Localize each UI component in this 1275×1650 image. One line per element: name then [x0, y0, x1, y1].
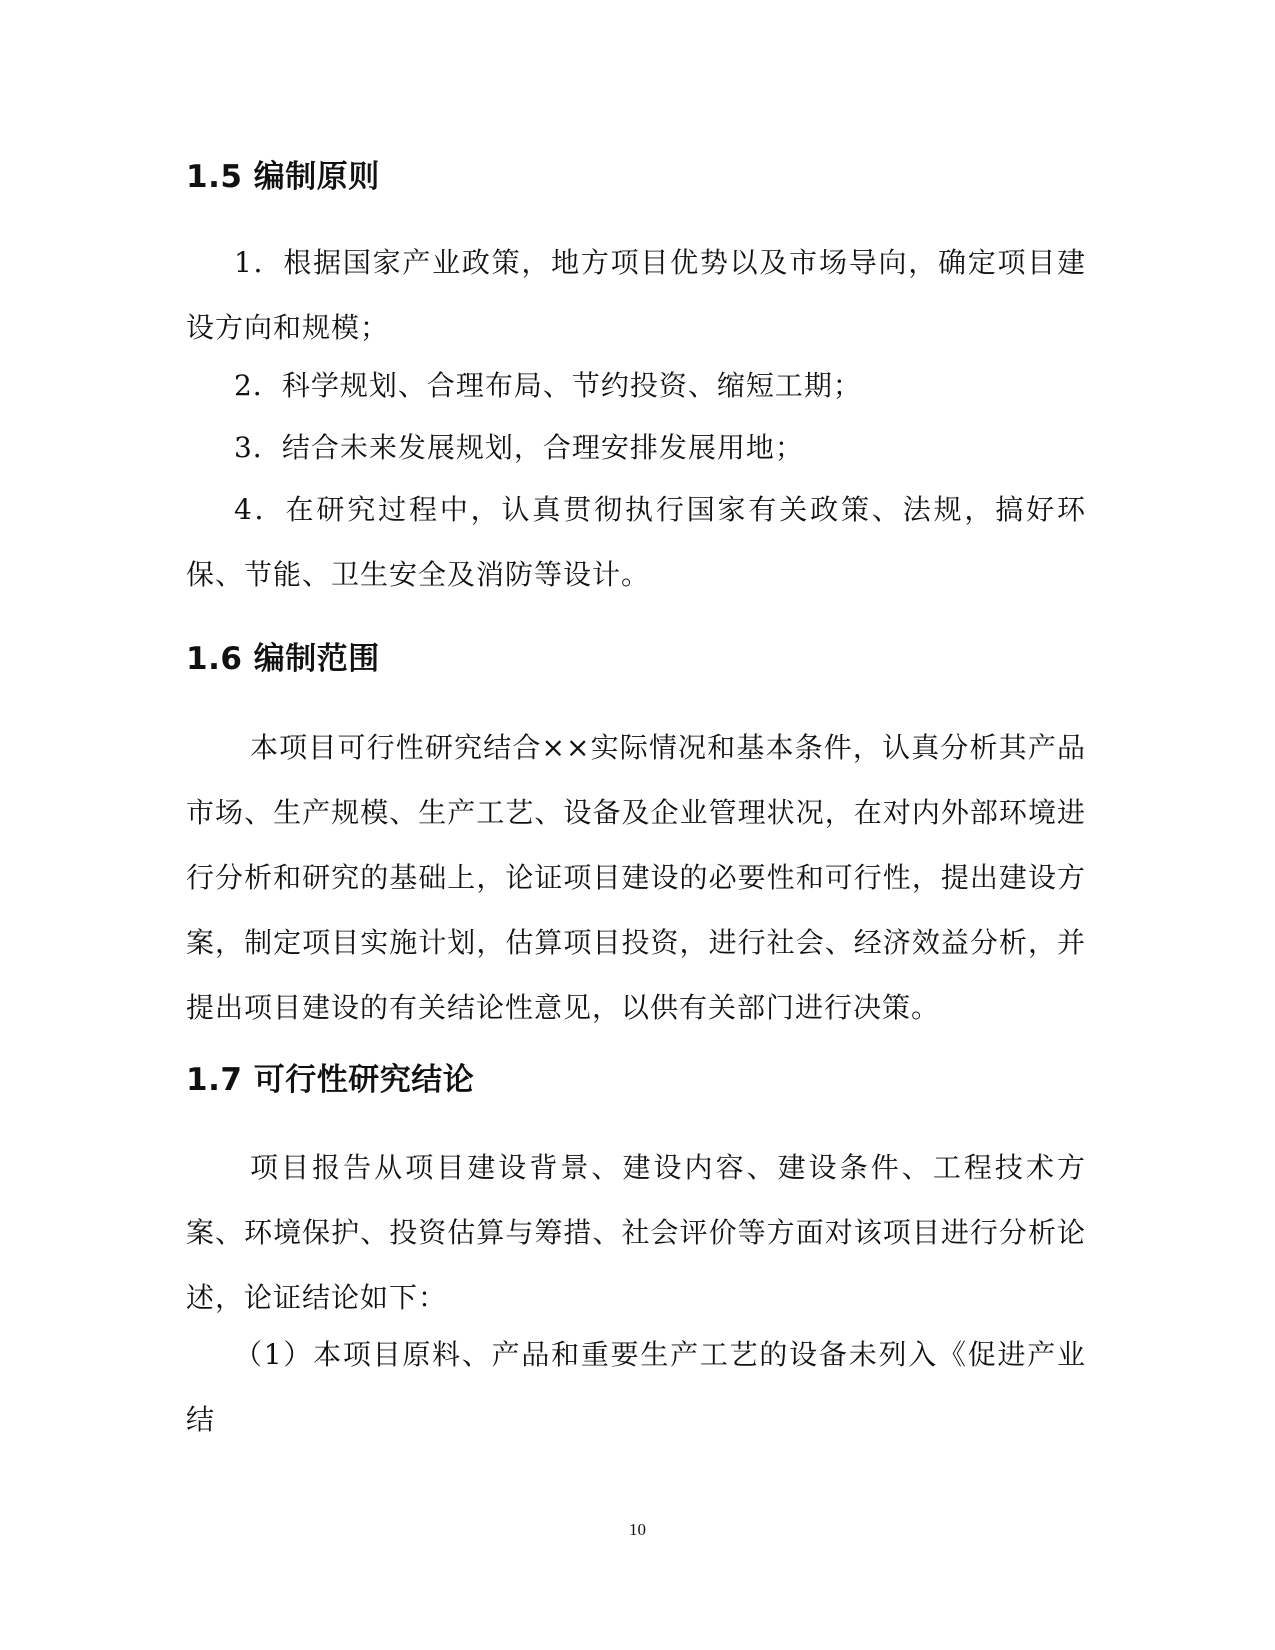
section-heading-1-6: 1.6 编制范围 [186, 641, 380, 677]
paragraph-principle-2: 2．科学规划、合理布局、节约投资、缩短工期； [234, 369, 862, 402]
paragraph-principle-4: 4．在研究过程中，认真贯彻执行国家有关政策、法规，搞好环保、节能、卫生安全及消防等设计。 [186, 493, 1086, 591]
section-heading-1-7: 1.7 可行性研究结论 [186, 1062, 475, 1098]
section-heading-1-5: 1.5 编制原则 [186, 159, 380, 195]
paragraph-conclusion-intro: 项目报告从项目建设背景、建设内容、建设条件、工程技术方案、环境保护、投资估算与筹措、社会评价等方面对该项目进行分析论述，论证结论如下： [186, 1151, 1086, 1314]
paragraph-principle-3: 3．结合未来发展规划，合理安排发展用地； [234, 431, 804, 464]
paragraph-principle-1: 1．根据国家产业政策，地方项目优势以及市场导向，确定项目建设方向和规模； [186, 246, 1086, 344]
paragraph-scope: 本项目可行性研究结合××实际情况和基本条件，认真分析其产品市场、生产规模、生产工艺、设备及企业管理状况，在对内外部环境进行分析和研究的基础上，论证项目建设的必要性和可行性，提出建设方案，制定项目实施计划，估算项目投资，进行社会、经济效益分析，并提出项目建设的有关结论性意见，以供有关部门进行决策。 [186, 731, 1086, 1024]
paragraph-conclusion-1: （1）本项目原料、产品和重要生产工艺的设备未列入《促进产业结 [186, 1338, 1086, 1436]
page-number: 10 [629, 1520, 646, 1539]
